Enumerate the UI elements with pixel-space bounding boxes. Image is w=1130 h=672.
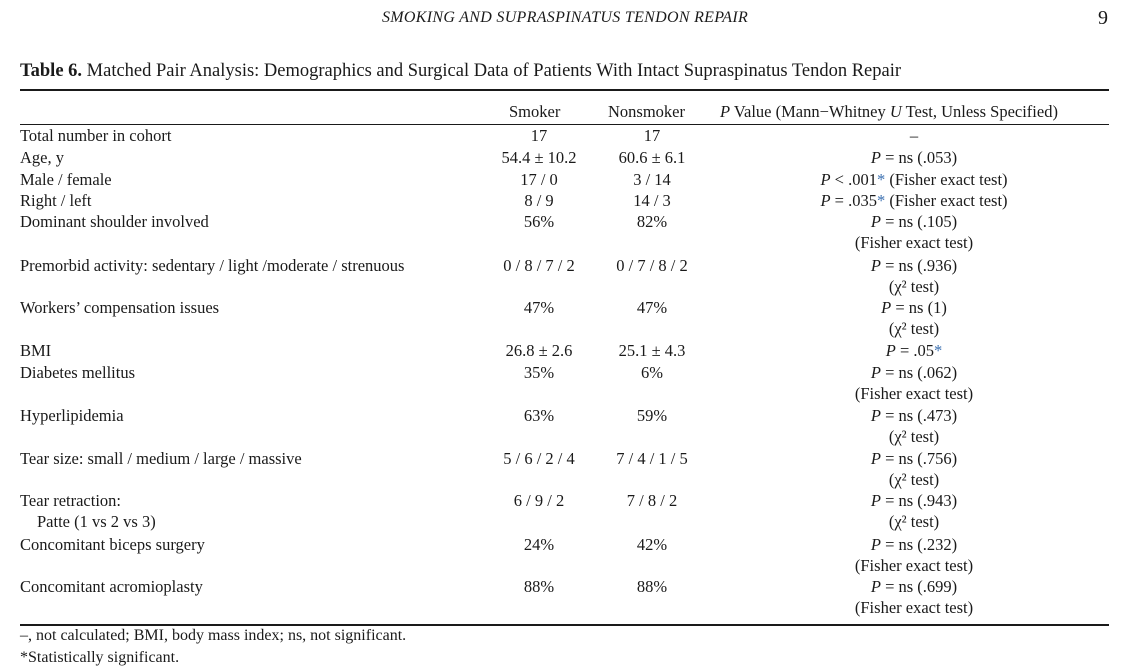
statistical-test: (χ² test)	[888, 512, 940, 531]
p-symbol: P	[870, 406, 881, 425]
p-value-text: = ns (.936)	[880, 256, 958, 275]
p-symbol: P	[870, 491, 881, 510]
statistical-test: (Fisher exact test)	[854, 233, 974, 252]
row-label: Hyperlipidemia	[20, 406, 124, 425]
smoker-value: 17 / 0	[520, 170, 558, 189]
row-label: Concomitant acromioplasty	[20, 577, 203, 596]
table-row	[0, 491, 1130, 531]
table-row	[0, 449, 1130, 489]
p-value	[760, 341, 1068, 361]
p-value	[760, 298, 1068, 318]
smoker-value: 24%	[523, 535, 555, 554]
nonsmoker-value: 7 / 4 / 1 / 5	[616, 449, 688, 468]
p-value	[760, 449, 1068, 469]
p-value-text: = ns (.756)	[880, 449, 958, 468]
smoker-value: 88%	[523, 577, 555, 596]
column-header-smoker: Smoker	[509, 102, 561, 121]
statistical-test: (Fisher exact test)	[854, 598, 974, 617]
table-row	[0, 341, 1130, 362]
p-symbol: P	[870, 535, 881, 554]
statistical-test: (χ² test)	[888, 277, 940, 296]
table-row	[0, 363, 1130, 403]
row-label: Male / female	[20, 170, 112, 189]
column-header-pvalue	[720, 102, 1058, 122]
p-symbol: P	[820, 170, 831, 189]
table-caption	[20, 61, 901, 82]
p-value	[760, 491, 1068, 511]
row-label: Total number in cohort	[20, 126, 172, 145]
table-row	[0, 126, 1130, 147]
nonsmoker-value: 60.6 ± 6.1	[618, 148, 686, 167]
nonsmoker-value: 82%	[636, 212, 668, 231]
smoker-value: 56%	[523, 212, 555, 231]
pvalue-header-u: U	[889, 102, 902, 121]
table-row	[0, 170, 1130, 191]
p-symbol: P	[820, 191, 831, 210]
p-value-text: = ns (.699)	[880, 577, 958, 596]
row-label: Tear retraction:	[20, 491, 121, 510]
p-value	[760, 577, 1068, 597]
table-row	[0, 298, 1130, 338]
p-value	[760, 126, 1068, 146]
pvalue-header-end: Test, Unless Specified)	[901, 102, 1058, 121]
nonsmoker-value: 6%	[641, 363, 663, 382]
nonsmoker-value: 3 / 14	[633, 170, 671, 189]
p-value-text: < .001	[830, 170, 877, 189]
smoker-value: 0 / 8 / 7 / 2	[503, 256, 575, 275]
p-value	[760, 256, 1068, 276]
smoker-value: 6 / 9 / 2	[513, 491, 565, 510]
p-value-text: = .05	[895, 341, 935, 360]
p-symbol: P	[870, 256, 881, 275]
p-value-text: = ns (1)	[891, 298, 947, 317]
p-value-text: = ns (.232)	[880, 535, 958, 554]
p-symbol: P	[885, 341, 896, 360]
row-label: Age, y	[20, 148, 64, 167]
p-symbol: P	[870, 577, 881, 596]
p-value-text: –	[909, 126, 919, 145]
smoker-value: 17	[530, 126, 548, 145]
table-row	[0, 535, 1130, 575]
table-row	[0, 212, 1130, 252]
smoker-value: 8 / 9	[524, 191, 554, 210]
nonsmoker-value: 47%	[636, 298, 668, 317]
nonsmoker-value: 7 / 8 / 2	[626, 491, 678, 510]
smoker-value: 54.4 ± 10.2	[501, 148, 577, 167]
p-value	[760, 406, 1068, 426]
p-value	[760, 170, 1068, 190]
table-row	[0, 191, 1130, 212]
row-label: Concomitant biceps surgery	[20, 535, 205, 554]
table-row	[0, 577, 1130, 617]
p-value	[760, 148, 1068, 168]
row-label: BMI	[20, 341, 52, 360]
significance-star: *	[876, 170, 886, 189]
row-label: Diabetes mellitus	[20, 363, 136, 382]
table-row	[0, 148, 1130, 169]
row-label: Workers’ compensation issues	[20, 298, 220, 317]
column-header-nonsmoker: Nonsmoker	[608, 102, 685, 121]
significance-star: *	[876, 191, 886, 210]
p-value	[760, 363, 1068, 383]
p-value-test-inline: (Fisher exact test)	[885, 191, 1008, 210]
nonsmoker-value: 42%	[636, 535, 668, 554]
p-value-text: = ns (.473)	[880, 406, 958, 425]
p-value-test-inline: (Fisher exact test)	[885, 170, 1008, 189]
p-value-text: = ns (.943)	[880, 491, 958, 510]
nonsmoker-value: 88%	[636, 577, 668, 596]
p-symbol: P	[870, 363, 881, 382]
smoker-value: 47%	[523, 298, 555, 317]
statistical-test: (χ² test)	[888, 470, 940, 489]
p-value	[760, 191, 1068, 211]
statistical-test: (Fisher exact test)	[854, 556, 974, 575]
running-title: SMOKING AND SUPRASPINATUS TENDON REPAIR	[381, 9, 749, 26]
footnote-significance: *Statistically significant.	[20, 649, 180, 666]
pvalue-header-p: P	[720, 102, 731, 121]
p-value	[760, 212, 1068, 232]
p-value-text: = ns (.062)	[880, 363, 958, 382]
nonsmoker-value: 25.1 ± 4.3	[618, 341, 686, 360]
page-number: 9	[1098, 7, 1108, 29]
row-label-continued: Patte (1 vs 2 vs 3)	[37, 512, 156, 531]
nonsmoker-value: 59%	[636, 406, 668, 425]
statistical-test: (Fisher exact test)	[854, 384, 974, 403]
table-caption-text: Matched Pair Analysis: Demographics and Surgical Data of Patients With Intact Supraspinatus Tendon Repair	[86, 61, 902, 81]
smoker-value: 35%	[523, 363, 555, 382]
statistical-test: (χ² test)	[888, 427, 940, 446]
row-label: Right / left	[20, 191, 92, 210]
significance-star: *	[934, 341, 943, 360]
pvalue-header-mid: Value (Mann−Whitney	[730, 102, 890, 121]
table-row	[0, 406, 1130, 446]
table-header-rule	[20, 124, 1109, 125]
nonsmoker-value: 14 / 3	[633, 191, 671, 210]
table-caption-label: Table 6.	[20, 61, 83, 81]
p-symbol: P	[870, 212, 881, 231]
nonsmoker-value: 0 / 7 / 8 / 2	[616, 256, 688, 275]
p-value-text: = .035	[830, 191, 877, 210]
row-label: Dominant shoulder involved	[20, 212, 209, 231]
nonsmoker-value: 17	[643, 126, 661, 145]
statistical-test: (χ² test)	[888, 319, 940, 338]
footnote-abbreviations: –, not calculated; BMI, body mass index; ns, not significant.	[20, 627, 407, 644]
smoker-value: 5 / 6 / 2 / 4	[503, 449, 575, 468]
p-value	[760, 535, 1068, 555]
p-symbol: P	[881, 298, 892, 317]
p-symbol: P	[870, 148, 881, 167]
table-top-rule	[20, 89, 1109, 91]
row-label: Premorbid activity: sedentary / light /moderate / strenuous	[20, 256, 405, 275]
table-row	[0, 256, 1130, 296]
smoker-value: 26.8 ± 2.6	[505, 341, 573, 360]
table-bottom-rule	[20, 624, 1109, 626]
row-label: Tear size: small / medium / large / massive	[20, 449, 302, 468]
smoker-value: 63%	[523, 406, 555, 425]
p-symbol: P	[870, 449, 881, 468]
p-value-text: = ns (.053)	[880, 148, 958, 167]
p-value-text: = ns (.105)	[880, 212, 958, 231]
